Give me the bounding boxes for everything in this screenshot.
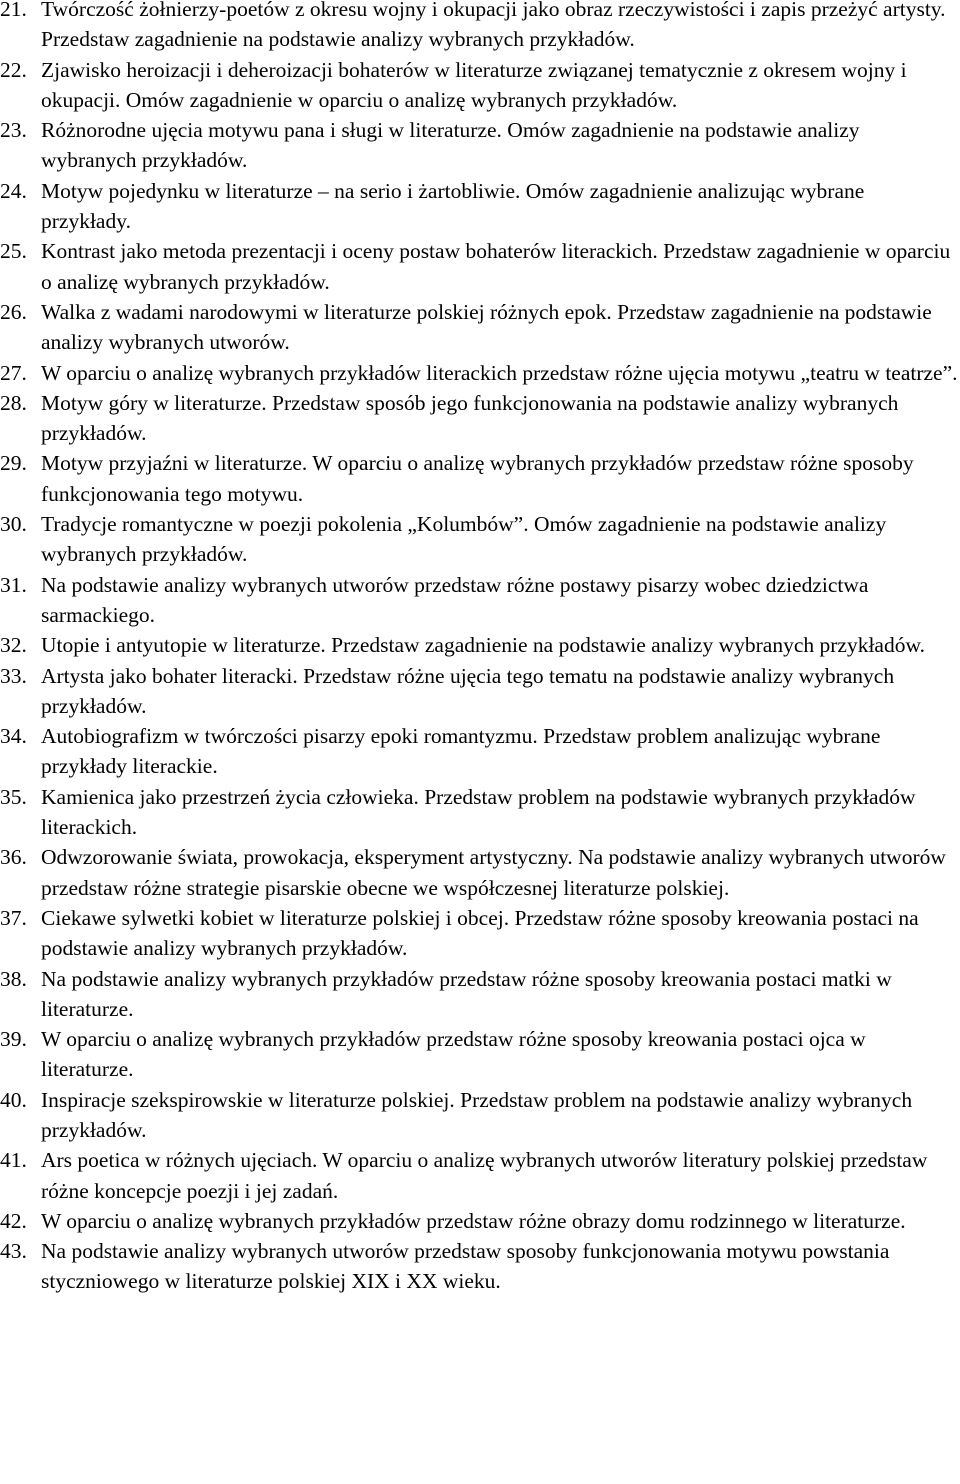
item-number: 31. <box>0 572 27 597</box>
list-item-33 <box>0 661 960 722</box>
item-text[interactable]: Ars poetica w różnych ujęciach. W oparciu o analizę wybranych utworów literatury polskiej przedstaw różne koncepcje poezji i jej zadań. <box>41 1148 928 1203</box>
item-number: 37. <box>0 905 27 930</box>
item-number: 27. <box>0 360 27 385</box>
list-item-30 <box>0 509 960 570</box>
item-number: 38. <box>0 966 27 991</box>
item-text[interactable]: Różnorodne ujęcia motywu pana i sługi w literaturze. Omów zagadnienie na podstawie analizy wybranych przykładów. <box>41 118 860 173</box>
list-item-41 <box>0 1145 960 1206</box>
list-item-25 <box>0 236 960 297</box>
item-text[interactable]: Na podstawie analizy wybranych przykładów przedstaw różne sposoby kreowania postaci matki w literaturze. <box>41 966 892 1021</box>
item-text[interactable]: W oparciu o analizę wybranych przykładów przedstaw różne obrazy domu rodzinnego w literaturze. <box>41 1208 906 1233</box>
item-number: 41. <box>0 1148 27 1173</box>
item-text[interactable]: Motyw przyjaźni w literaturze. W oparciu o analizę wybranych przykładów przedstaw różne sposoby funkcjonowania tego motywu. <box>41 451 914 506</box>
list-item-37 <box>0 903 960 964</box>
list-item-39 <box>0 1024 960 1085</box>
item-text[interactable]: W oparciu o analizę wybranych przykładów literackich przedstaw różne ujęcia motywu „teatru w teatrze”. <box>41 360 958 385</box>
item-text[interactable]: Utopie i antyutopie w literaturze. Przedstaw zagadnienie na podstawie analizy wybranych przykładów. <box>41 633 925 658</box>
item-text[interactable]: Motyw pojedynku w literaturze – na serio i żartobliwie. Omów zagadnienie analizując wybrane przykłady. <box>41 178 865 234</box>
item-text[interactable]: Inspiracje szekspirowskie w literaturze polskiej. Przedstaw problem na podstawie analizy wybranych przykładów. <box>41 1087 913 1142</box>
item-number: 42. <box>0 1208 27 1233</box>
item-text[interactable]: Odwzorowanie świata, prowokacja, eksperyment artystyczny. Na podstawie analizy wybranych utworów przedstaw różne strategie pisarskie obecne we współczesnej literaturze polskiej. <box>41 845 946 900</box>
item-number: 34. <box>0 724 27 749</box>
item-number: 24. <box>0 178 27 203</box>
list-item-26 <box>0 297 960 358</box>
list-item-43 <box>0 1236 960 1297</box>
item-number: 35. <box>0 784 27 809</box>
item-text[interactable]: Tradycje romantyczne w poezji pokolenia „Kolumbów”. Omów zagadnienie na podstawie analizy wybranych przykładów. <box>41 512 887 567</box>
list-item-24 <box>0 176 960 237</box>
item-text[interactable]: Ciekawe sylwetki kobiet w literaturze polskiej i obcej. Przedstaw różne sposoby kreowania postaci na podstawie analizy wybranych przykładów. <box>41 905 919 961</box>
list-item-28 <box>0 388 960 449</box>
item-text[interactable]: Na podstawie analizy wybranych utworów przedstaw sposoby funkcjonowania motywu powstania styczniowego w literaturze polskiej XIX i XX wieku. <box>41 1239 890 1294</box>
list-item-31 <box>0 570 960 631</box>
list-item-40 <box>0 1085 960 1146</box>
item-text[interactable]: Na podstawie analizy wybranych utworów przedstaw różne postawy pisarzy wobec dziedzictwa sarmackiego. <box>41 572 869 627</box>
list-item-22 <box>0 55 960 116</box>
list-item-23 <box>0 115 960 176</box>
item-number: 22. <box>0 57 27 82</box>
item-text[interactable]: W oparciu o analizę wybranych przykładów przedstaw różne sposoby kreowania postaci ojca w literaturze. <box>41 1027 866 1082</box>
list-item-35 <box>0 782 960 843</box>
item-text[interactable]: Zjawisko heroizacji i deheroizacji bohaterów w literaturze związanej tematycznie z okresem wojny i okupacji. Omów zagadnienie w oparciu o analizę wybranych przykładów. <box>41 57 907 112</box>
item-text[interactable]: Autobiografizm w twórczości pisarzy epoki romantyzmu. Przedstaw problem analizując wybrane przykłady literackie. <box>41 724 881 779</box>
list-item-36 <box>0 842 960 903</box>
item-text[interactable]: Kontrast jako metoda prezentacji i oceny postaw bohaterów literackich. Przedstaw zagadnienie w oparciu o analizę wybranych przykładów. <box>41 239 951 294</box>
item-number: 26. <box>0 299 27 324</box>
item-number: 30. <box>0 512 27 537</box>
item-number: 32. <box>0 633 27 658</box>
item-text[interactable]: Motyw góry w literaturze. Przedstaw sposób jego funkcjonowania na podstawie analizy wybranych przykładów. <box>41 390 899 446</box>
item-number: 21. <box>0 0 27 21</box>
item-number: 28. <box>0 390 27 415</box>
list-item-29 <box>0 448 960 509</box>
list-item-27 <box>0 358 960 388</box>
list-item-34 <box>0 721 960 782</box>
item-text[interactable]: Walka z wadami narodowymi w literaturze polskiej różnych epok. Przedstaw zagadnienie na podstawie analizy wybranych utworów. <box>41 299 932 355</box>
item-text[interactable]: Artysta jako bohater literacki. Przedstaw różne ujęcia tego tematu na podstawie analizy wybranych przykładów. <box>41 663 895 718</box>
item-number: 23. <box>0 118 27 143</box>
item-number: 43. <box>0 1239 27 1264</box>
list-item-21 <box>0 0 960 55</box>
list-item-32 <box>0 630 960 660</box>
list-item-42 <box>0 1206 960 1236</box>
item-number: 29. <box>0 451 27 476</box>
item-text[interactable]: Kamienica jako przestrzeń życia człowieka. Przedstaw problem na podstawie wybranych przykładów literackich. <box>41 784 916 840</box>
item-number: 39. <box>0 1027 27 1052</box>
item-number: 36. <box>0 845 27 870</box>
item-number: 33. <box>0 663 27 688</box>
item-number: 40. <box>0 1087 27 1112</box>
item-text[interactable]: Twórczość żołnierzy-poetów z okresu wojny i okupacji jako obraz rzeczywistości i zapis przeżyć artysty. Przedstaw zagadnienie na podstawie analizy wybranych przykładów. <box>41 0 946 52</box>
item-number: 25. <box>0 239 27 264</box>
list-item-38 <box>0 964 960 1025</box>
